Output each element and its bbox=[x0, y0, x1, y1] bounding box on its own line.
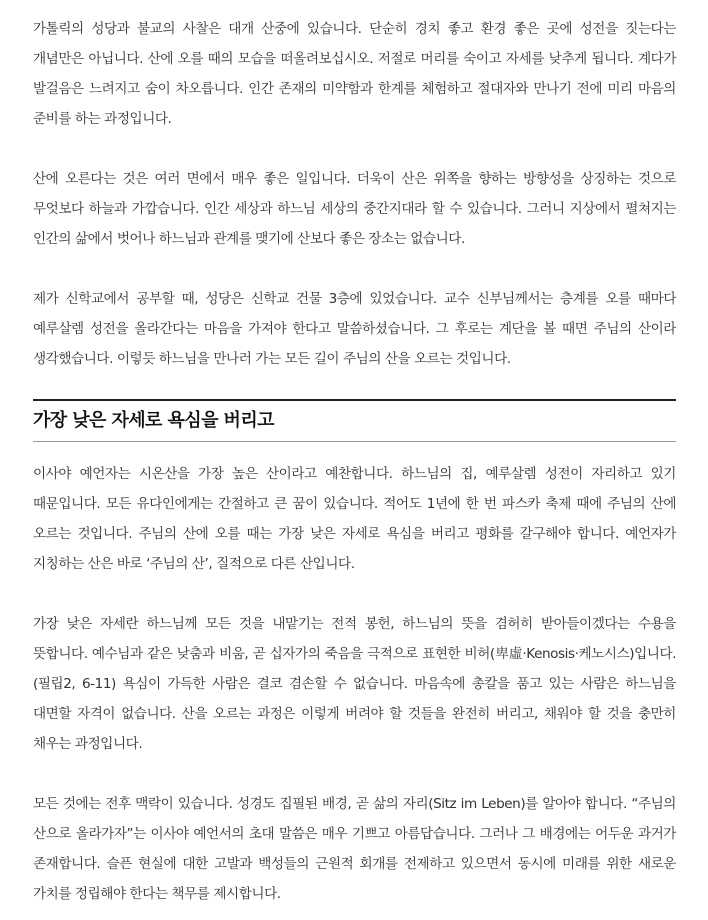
paragraph-spacer bbox=[33, 254, 676, 284]
paragraph: 이사야 예언자는 시온산을 가장 높은 산이라고 예찬합니다. 하느님의 집, 예루살렘 성전이 자리하고 있기 때문입니다. 모든 유다인에게는 간절하고 큰 꿈이 있습니다. 적어도 1년에 한 번 파스카 축제 때에 주님의 산에 오르는 것입니다. 주님의 산에 오를 때는 가장 낮은 자세로 욕심을 버리고 평화를 갈구해야 합니다. 예언자가 지칭하는 산은 바로 ‘주님의 산’, 질적으로 다른 산입니다. bbox=[33, 466, 676, 572]
paragraph-spacer bbox=[33, 579, 676, 609]
paragraph: 가장 낮은 자세란 하느님께 모든 것을 내맡기는 전적 봉헌, 하느님의 뜻을 겸허히 받아들이겠다는 수용을 뜻합니다. 예수님과 같은 낮춤과 비움, 곧 십자가의 죽음을 극적으로 표현한 비허(卑虛·Kenosis·케노시스)입니다.(필립2, 6-11) 욕심이 가득한 사람은 결코 겸손할 수 없습니다. 마음속에 총칼을 품고 있는 사람은 하느님을 대면할 자격이 없습니다. 산을 오르는 과정은 이렇게 버려야 할 것들을 완전히 버리고, 채워야 할 것을 충만히 채우는 과정입니다. bbox=[33, 616, 676, 752]
section-heading: 가장 낮은 자세로 욕심을 버리고 bbox=[33, 410, 274, 431]
heading-spacer bbox=[33, 442, 676, 459]
paragraph: 가톨릭의 성당과 불교의 사찰은 대개 산중에 있습니다. 단순히 경치 좋고 환경 좋은 곳에 성전을 짓는다는 개념만은 아닙니다. 산에 오를 때의 모습을 떠올려보십시오. 저절로 머리를 숙이고 자세를 낮추게 됩니다. 계다가 발걸음은 느려지고 숨이 차오릅니다. 인간 존재의 미약함과 한계를 체험하고 절대자와 만나기 전에 미리 마음의 준비를 하는 과정입니다. bbox=[33, 21, 676, 127]
paragraph: 모든 것에는 전후 맥락이 있습니다. 성경도 집필된 배경, 곧 삶의 자리(Sitz im Leben)를 알아야 합니다. “주님의 산으로 올라가자”는 이사야 예언서의 초대 말씀은 매우 기쁘고 아름답습니다. 그러나 그 배경에는 어두운 과거가 존재합니다. 슬픈 현실에 대한 고발과 백성들의 근원적 회개를 전제하고 있으면서 동시에 미래를 위한 새로운 가치를 정립해야 한다는 책무를 제시합니다. bbox=[33, 796, 676, 902]
paragraph: 산에 오른다는 것은 여러 면에서 매우 좋은 일입니다. 더욱이 산은 위쪽을 향하는 방향성을 상징하는 것으로 무엇보다 하늘과 가깝습니다. 인간 세상과 하느님 세상의 중간지대라 할 수 있습니다. 그러니 지상에서 펼쳐지는 인간의 삶에서 벗어나 하느님과 관계를 맺기에 산보다 좋은 장소는 없습니다. bbox=[33, 171, 676, 247]
paragraph-spacer bbox=[33, 759, 676, 789]
paragraph: 제가 신학교에서 공부할 때, 성당은 신학교 건물 3층에 있었습니다. 교수 신부님께서는 층계를 오를 때마다 예루살렘 성전을 올라간다는 마음을 가져야 한다고 말씀하셨습니다. 그 후로는 계단을 볼 때면 주님의 산이라 생각했습니다. 이렇듯 하느님을 만나러 가는 모든 길이 주님의 산을 오르는 것입니다. bbox=[33, 291, 676, 367]
paragraph-spacer bbox=[33, 134, 676, 164]
